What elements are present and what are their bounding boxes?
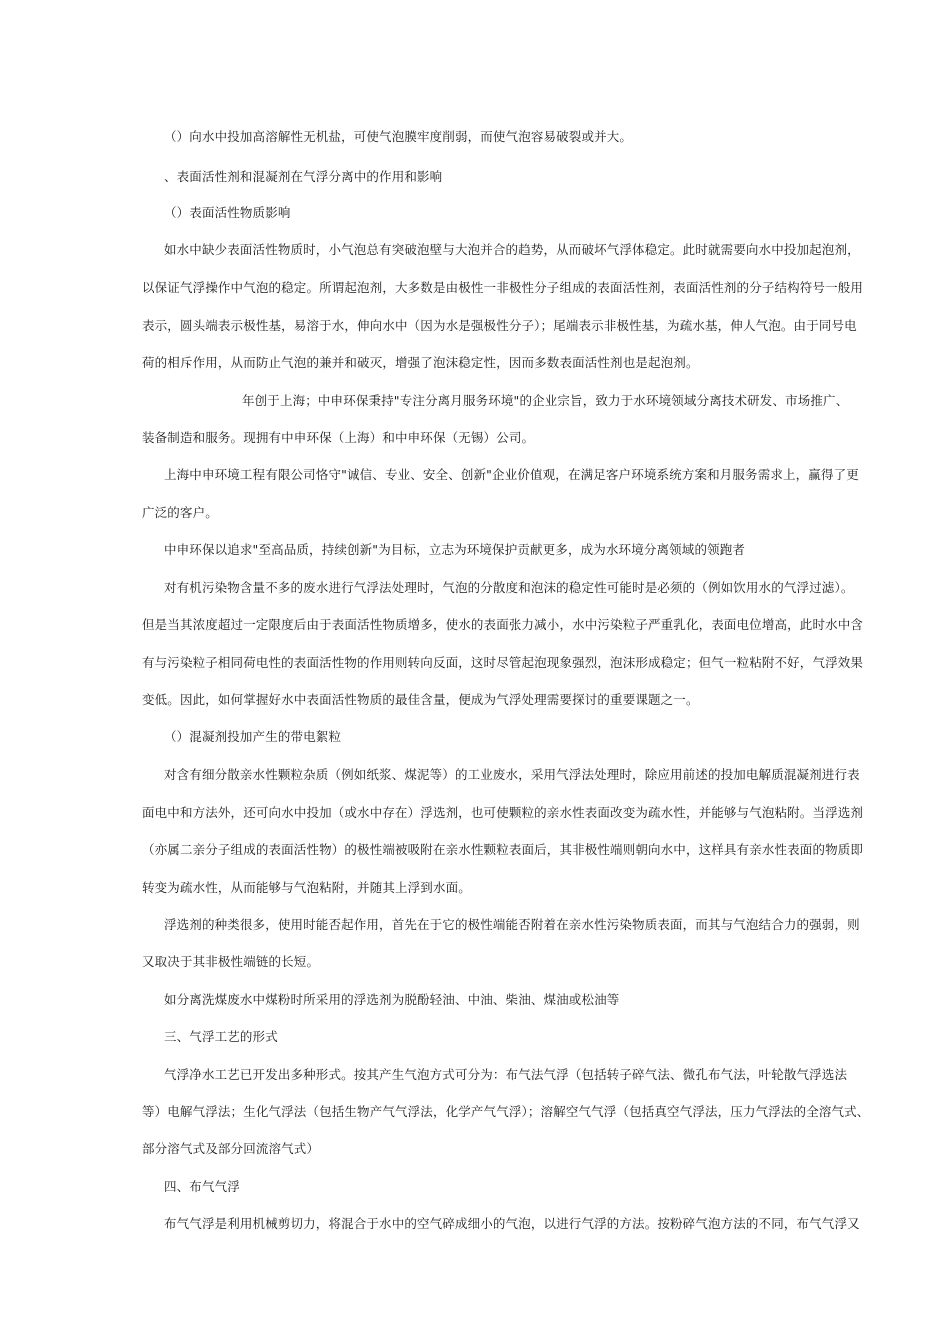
text-line: 又取决于其非极性端链的长短。 [142, 954, 320, 969]
text-line: 表示，圆头端表示极性基，易溶于水，伸向水中（因为水是强极性分子）；尾端表示非极性基，为疏水基，伸人气泡。由于同号电 [142, 318, 857, 333]
text-line: 部分溶气式及部分回流溶气式） [142, 1141, 320, 1156]
text-line: 但是当其浓度超过一定限度后由于表面活性物质增多，使水的表面张力减小，水中污染粒子严重乳化，表面电位增高，此时水中含 [142, 617, 864, 632]
subsection-heading: （）表面活性物质影响 [164, 205, 291, 220]
text-line: 装备制造和服务。现拥有中申环保（上海）和中申环保（无锡）公司。 [142, 430, 535, 445]
text-line: 浮选剂的种类很多，使用时能否起作用，首先在于它的极性端能否附着在亲水性污染物质表面，而其与气泡结合力的强弱，则 [164, 917, 860, 932]
text-line: 对含有细分散亲水性颗粒杂质（例如纸浆、煤泥等）的工业废水，采用气浮法处理时，除应用前述的投加电解质混凝剂进行表 [164, 767, 860, 782]
text-line: 中申环保以追求"至高品质，持续创新"为目标，立志为环境保护贡献更多，成为水环境分离领域的领跑者 [164, 542, 746, 557]
text-line: 上海中申环境工程有限公司恪守"诚信、专业、安全、创新"企业价值观，在满足客户环境系统方案和月服务需求上，赢得了更 [164, 467, 859, 482]
text-line: 广泛的客户。 [142, 505, 218, 520]
text-line: 荷的相斥作用，从而防止气泡的兼并和破灭，增强了泡沫稳定性，因而多数表面活性剂也是起泡剂。 [142, 355, 699, 370]
text-line: 面电中和方法外，还可向水中投加（或水中存在）浮选剂，也可使颗粒的亲水性表面改变为疏水性，并能够与气泡粘附。当浮选剂 [142, 805, 864, 820]
text-line: 年创于上海；中申环保秉持"专注分离月服务环境"的企业宗旨，致力于水环境领域分离技术研发、市场推广、 [242, 393, 849, 408]
text-line: 如水中缺少表面活性物质时，小气泡总有突破泡壁与大泡并合的趋势，从而破坏气浮体稳定。此时就需要向水中投加起泡剂， [164, 242, 860, 257]
text-line: 布气气浮是利用机械剪切力，将混合于水中的空气碎成细小的气泡，以进行气浮的方法。按粉碎气泡方法的不同，布气气浮又 [164, 1216, 860, 1231]
text-line: 气浮净水工艺已开发出多种形式。按其产生气泡方式可分为：布气法气浮（包括转子碎气法、微孔布气法，叶轮散气浮选法 [164, 1067, 848, 1082]
section-heading: 三、气浮工艺的形式 [164, 1029, 278, 1044]
subsection-heading: （）混凝剂投加产生的带电絮粒 [164, 729, 342, 744]
text-line: 转变为疏水性，从而能够与气泡粘附，并随其上浮到水面。 [142, 880, 471, 895]
text-line: （亦属二亲分子组成的表面活性物）的极性端被吸附在亲水性颗粒表面后，其非极性端则朝向水中，这样具有亲水性表面的物质即 [142, 842, 864, 857]
text-line: 如分离洗煤废水中煤粉时所采用的浮选剂为脱酚轻油、中油、柴油、煤油或松油等 [164, 992, 620, 1007]
text-line: 以保证气浮操作中气泡的稳定。所谓起泡剂，大多数是由极性一非极性分子组成的表面活性剂，表面活性剂的分子结构符号一般用 [142, 280, 864, 295]
text-line: 有与污染粒子相同荷电性的表面活性物的作用则转向反面，这时尽管起泡现象强烈，泡沫形成稳定；但气一粒粘附不好，气浮效果 [142, 655, 864, 670]
text-line: 等）电解气浮法；生化气浮法（包括生物产气气浮法，化学产气气浮）；溶解空气气浮（包括真空气浮法，压力气浮法的全溶气式、 [142, 1104, 870, 1119]
text-line: （）向水中投加高溶解性无机盐，可使气泡膜牢度削弱，而使气泡容易破裂或并大。 [164, 129, 633, 144]
section-heading: 四、布气气浮 [164, 1179, 240, 1194]
section-heading: 、表面活性剂和混凝剂在气浮分离中的作用和影响 [164, 169, 443, 184]
text-line: 对有机污染物含量不多的废水进行气浮法处理时，气泡的分散度和泡沫的稳定性可能时是必须的（例如饮用水的气浮过滤）。 [164, 580, 854, 595]
text-line: 变低。因此，如何掌握好水中表面活性物质的最佳含量，便成为气浮处理需要探讨的重要课题之一。 [142, 692, 699, 707]
